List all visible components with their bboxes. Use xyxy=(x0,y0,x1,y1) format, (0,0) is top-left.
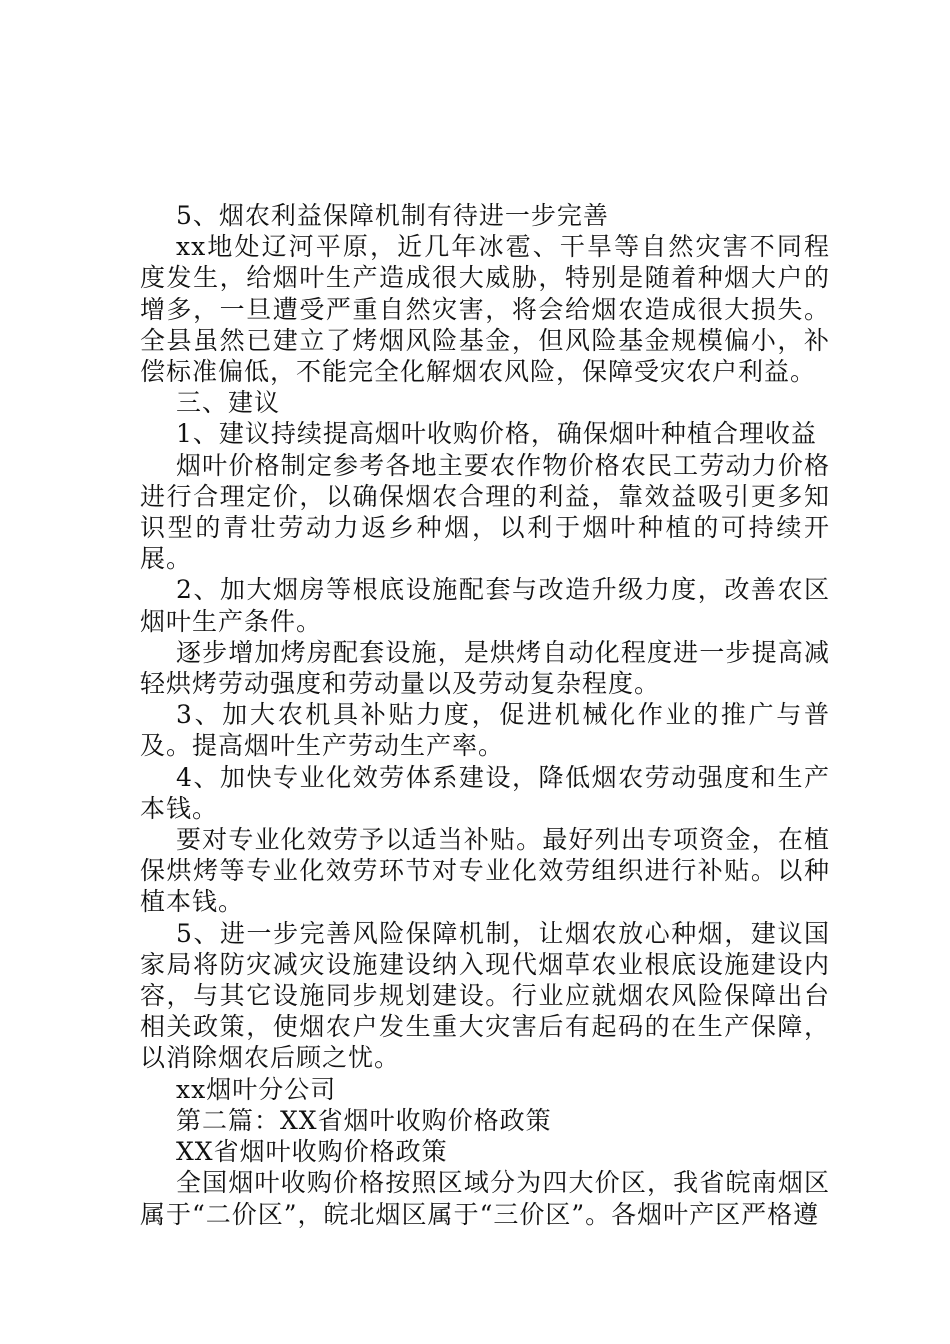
document-body xyxy=(140,200,830,1230)
chapter-heading-2: 第二篇：XX省烟叶收购价格政策 xyxy=(176,1105,552,1135)
paragraph-service-subsidy: 要对专业化效劳予以适当补贴。最好列出专项资金，在植保烘烤等专业化效劳环节对专业化效劳组织进行补贴。以种植本钱。 xyxy=(140,825,830,917)
suggestion-heading-3: 3、加大农机具补贴力度，促进机械化作业的推广与普及。提高烟叶生产劳动生产率。 xyxy=(140,700,830,761)
suggestion-heading-4: 4、加快专业化效劳体系建设，降低烟农劳动强度和生产本钱。 xyxy=(140,762,830,823)
document-title: XX省烟叶收购价格政策 xyxy=(176,1137,448,1167)
paragraph-curing-facilities: 逐步增加烤房配套设施，是烘烤自动化程度进一步提高减轻烘烤劳动强度和劳动量以及劳动复杂程度。 xyxy=(140,637,830,699)
suggestion-heading-5: 5、进一步完善风险保障机制，让烟农放心种烟，建议国家局将防灾减灾设施建设纳入现代烟草农业根底设施建设内容，与其它设施同步规划建设。行业应就烟农风险保障出台相关政策，使烟农户发生重大灾害后有起码的在生产保障，以消除烟农后顾之忧。 xyxy=(140,918,830,1073)
signature-company: xx烟叶分公司 xyxy=(176,1074,337,1104)
paragraph-price-zones: 全国烟叶收购价格按照区域分为四大价区，我省皖南烟区属于“二价区”，皖北烟区属于“三价区”。各烟叶产区严格遵 xyxy=(140,1168,830,1229)
paragraph-natural-disasters: xx地处辽河平原，近几年冰雹、干旱等自然灾害不同程度发生，给烟叶生产造成很大威胁，特别是随着种烟大户的增多，一旦遭受严重自然灾害，将会给烟农造成很大损失。全县虽然已建立了烤烟风险基金，但风险基金规模偏小，补偿标准偏低，不能完全化解烟农风险，保障受灾农户利益。 xyxy=(140,232,830,387)
section-heading-suggestions: 三、建议 xyxy=(176,388,281,418)
section-heading-farmer-protection: 5、烟农利益保障机制有待进一步完善 xyxy=(176,201,609,230)
suggestion-heading-1: 1、建议持续提高烟叶收购价格，确保烟叶种植合理收益 xyxy=(176,419,817,449)
paragraph-pricing: 烟叶价格制定参考各地主要农作物价格农民工劳动力价格进行合理定价，以确保烟农合理的利益，靠效益吸引更多知识型的青壮劳动力返乡种烟，以利于烟叶种植的可持续开展。 xyxy=(140,450,830,574)
suggestion-heading-2: 2、加大烟房等根底设施配套与改造升级力度，改善农区烟叶生产条件。 xyxy=(140,575,830,636)
